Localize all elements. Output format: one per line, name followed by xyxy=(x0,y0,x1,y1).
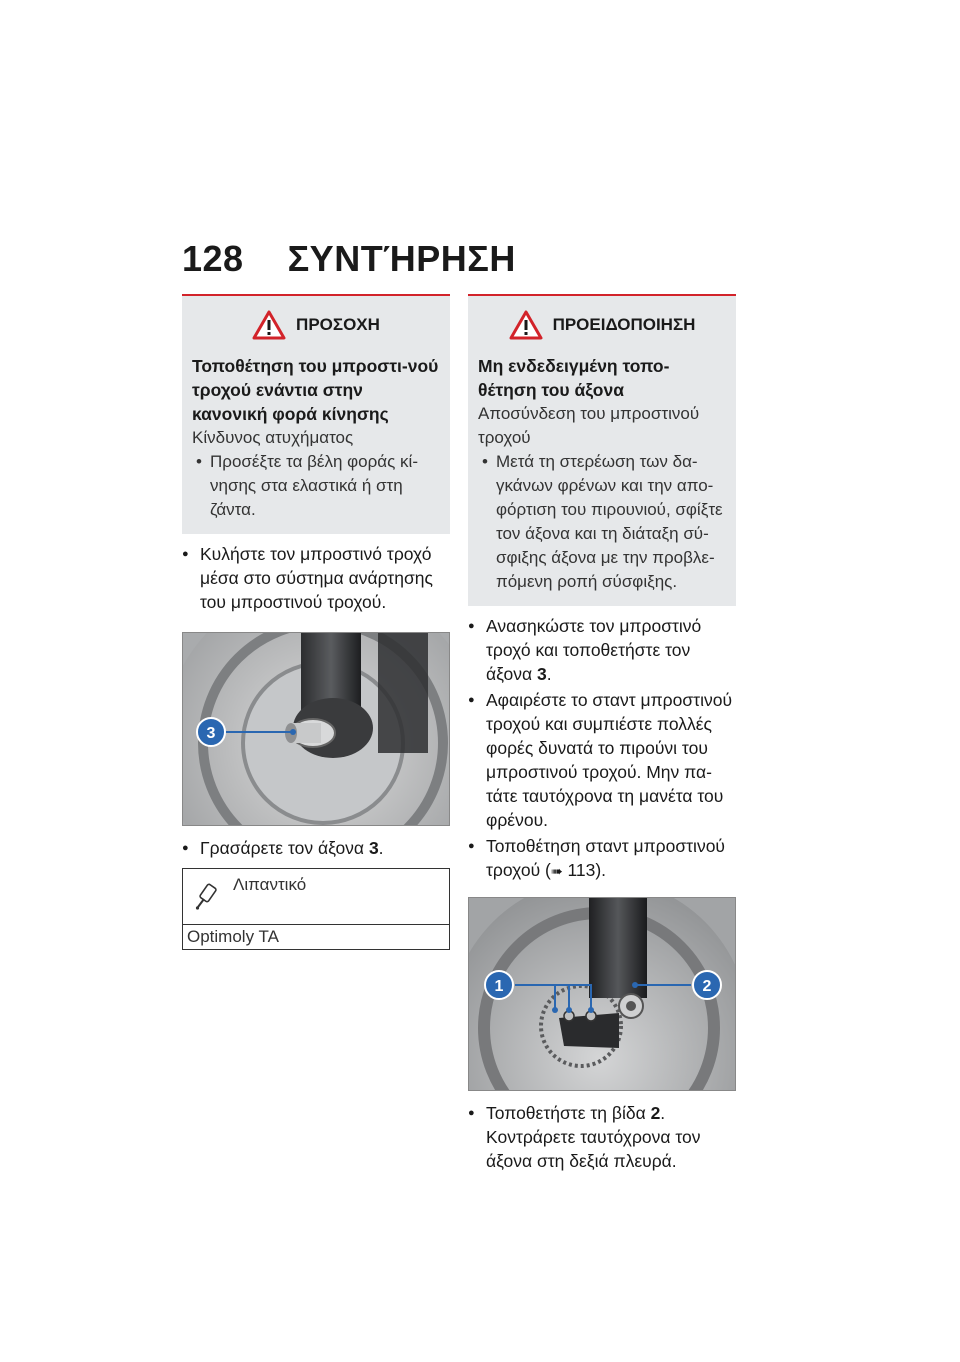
axle-photo-illustration xyxy=(183,633,450,826)
warning-label: ΠΡΟΕΙΔΟΠΟΙΗΣΗ xyxy=(552,315,696,334)
warning-risk: Αποσύνδεση του μπροστινού τροχού xyxy=(478,404,700,447)
step-stand-page[interactable]: 113 xyxy=(567,860,596,880)
caution-label: ΠΡΟΣΟΧΗ xyxy=(296,315,380,334)
page-number: 128 xyxy=(182,238,244,279)
step-stand-ref xyxy=(468,834,736,883)
caution-title xyxy=(192,310,440,340)
step-lift-ref: 3 xyxy=(536,664,547,684)
step-stand-text: Τοποθέτηση σταντ μπροστινού τροχού ( xyxy=(486,836,725,880)
caution-heading: Τοποθέτηση του μπροστι-νού τροχού ενάντια στην κανονική φορά κίνησης xyxy=(192,356,439,424)
right-column xyxy=(468,294,736,1175)
step-screw-ref: 2 xyxy=(650,1103,661,1123)
step-grease-axle: ● Γρασάρετε τον άξονα 3. xyxy=(182,836,450,860)
step-screw-text: Τοποθετήστε τη βίδα xyxy=(486,1103,646,1123)
callout-2: 2 xyxy=(702,978,712,995)
left-column xyxy=(182,294,450,950)
step-stand-end: ). xyxy=(595,860,607,880)
lubricant-table xyxy=(182,868,450,950)
lubricant-header-row xyxy=(183,869,449,925)
callout-1: 1 xyxy=(494,978,504,995)
step-grease-text: Γρασάρετε τον άξονα xyxy=(200,838,365,858)
right-steps xyxy=(468,614,736,883)
warning-triangle-icon xyxy=(509,310,543,340)
step-remove-stand: ● Αφαιρέστε το σταντ μπροστινού τροχού και συμπιέστε πολλές φορές δυνατά το πιρούνι του μπροστινού τροχού. Μην πα-τάτε ταυτόχρονα τη μανέτα του φρένου. xyxy=(468,688,736,832)
caution-risk: Κίνδυνος ατυχήματος xyxy=(192,428,354,447)
lubricant-product: Optimoly TA xyxy=(187,927,279,946)
warning-heading: Μη ενδεδειγμένη τοπο-θέτηση του άξονα xyxy=(478,356,670,400)
step-roll-wheel: ● Κυλήστε τον μπροστινό τροχό μέσα στο σύστημα ανάρτησης του μπροστινού τροχού. xyxy=(182,542,450,614)
step-install-screw: ● Τοποθετήστε τη βίδα 2. Κοντράρετε ταυτόχρονα τον άξονα στη δεξιά πλευρά. xyxy=(468,1101,736,1173)
right-steps-2 xyxy=(468,1101,736,1173)
page-header xyxy=(182,238,516,280)
lubricant-label: Λιπαντικό xyxy=(233,875,307,894)
left-steps-2 xyxy=(182,836,450,860)
page-ref-arrow-icon: ➠ xyxy=(550,863,563,879)
caution-bullet: • Προσέξτε τα βέλη φοράς κί-νησης στα ελαστικά ή στη ζάντα. xyxy=(192,450,440,522)
step-grease-ref: 3 xyxy=(368,838,379,858)
chapter-title: ΣΥΝΤΉΡΗΣΗ xyxy=(287,238,516,279)
warning-box xyxy=(468,294,736,606)
step-screw-tail: Κοντράρετε ταυτόχρονα τον άξονα στη δεξιά πλευρά. xyxy=(486,1127,701,1171)
step-lift-wheel: ● Ανασηκώστε τον μπροστινό τροχό και τοποθετήστε τον άξονα 3. xyxy=(468,614,736,686)
warning-bullet: • Μετά τη στερέωση των δα-γκάνων φρένων και την απο-φόρτιση του πιρουνιού, σφίξτε τον άξονα και τη διάταξη σύ-σφιξης άξονα με την προβλε-πόμενη ροπή σύσφιξης. xyxy=(478,450,726,594)
warning-triangle-icon xyxy=(252,310,286,340)
photo-axle-insert xyxy=(182,632,450,826)
caution-box xyxy=(182,294,450,534)
callout-3: 3 xyxy=(206,725,216,742)
screw-photo-illustration xyxy=(469,898,736,1091)
photo-screw-install xyxy=(468,897,736,1091)
left-steps xyxy=(182,542,450,614)
warning-title xyxy=(478,310,726,340)
grease-tube-icon xyxy=(195,881,223,911)
step-lift-text: Ανασηκώστε τον μπροστινό τροχό και τοποθετήστε τον άξονα xyxy=(486,616,702,684)
